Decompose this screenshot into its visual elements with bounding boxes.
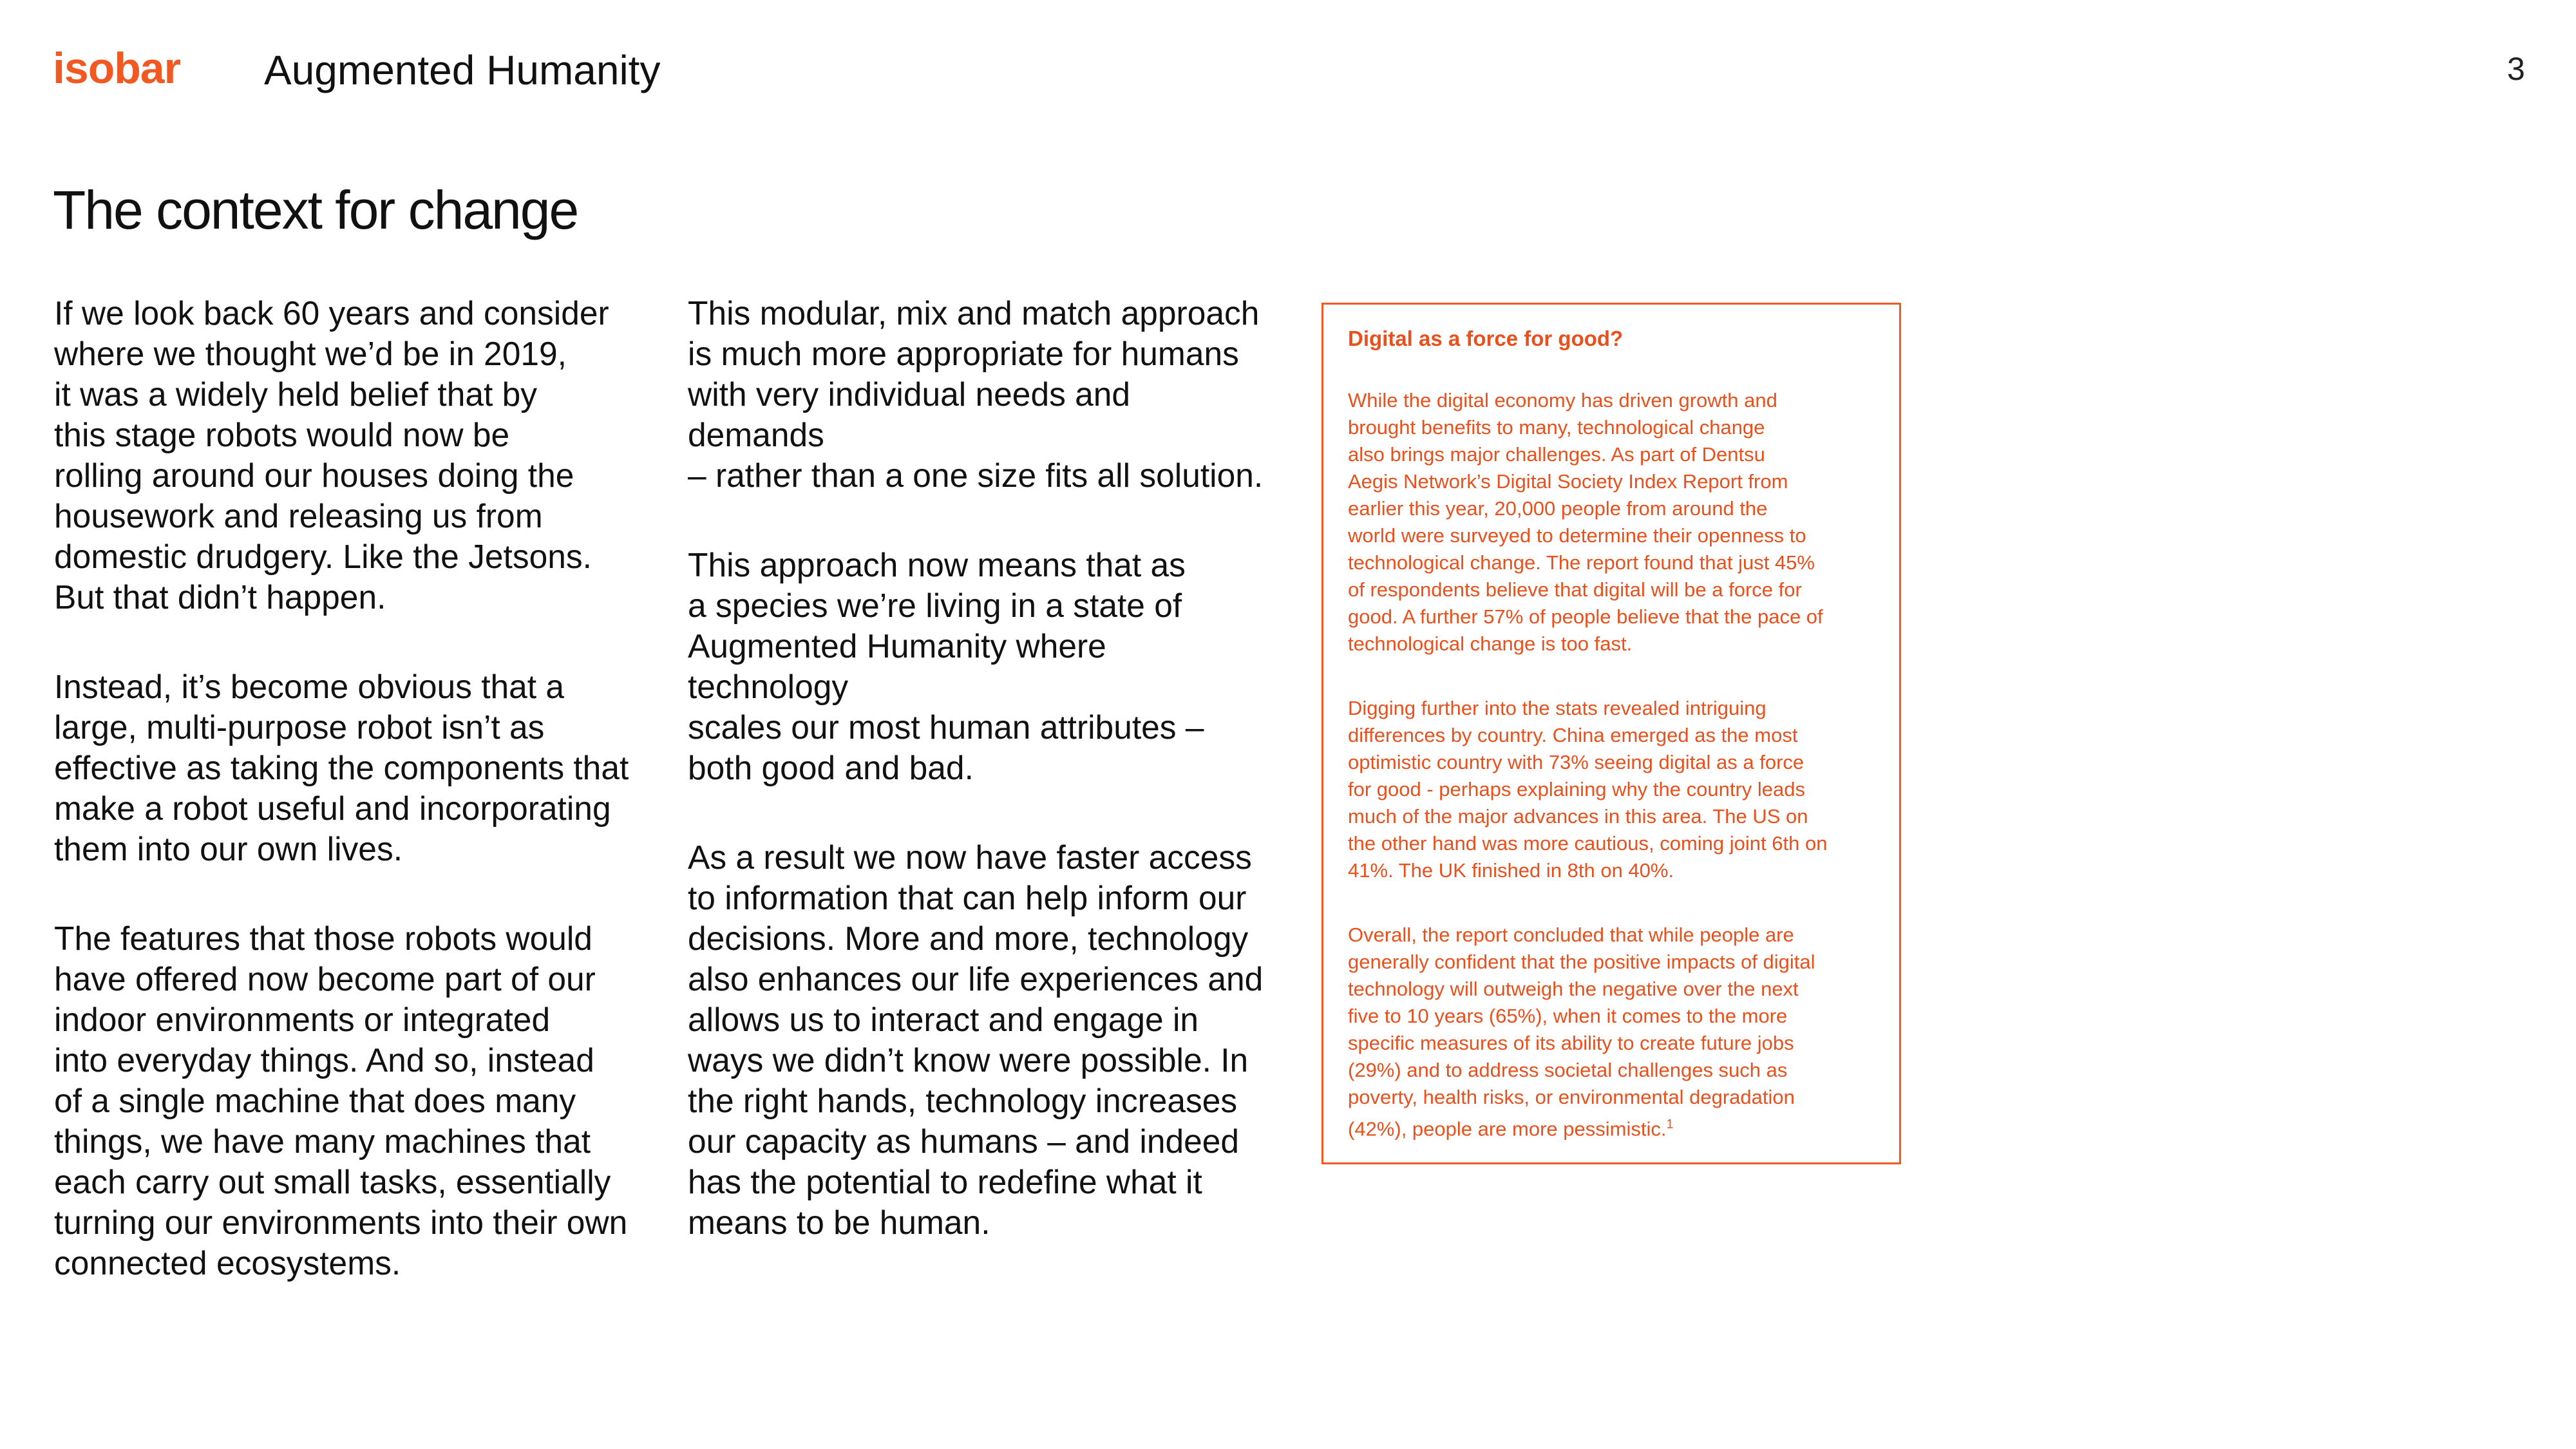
isobar-logo: isobar: [53, 44, 181, 93]
callout-paragraph: While the digital economy has driven growth and brought benefits to many, technological change also brings major challenges. As part of Dentsu Aegis Network’s Digital Society Index Report from earlier this year, 20,000 people from around the world were surveyed to determine their openness to technological change. The report found that just 45% of respondents believe that digital will be a force for good. A further 57% of people believe that the pace of technological change is too fast.: [1348, 389, 1823, 655]
paragraph: As a result we now have faster access to information that can help inform our decisions. More and more, technology also enhances our life experiences and allows us to interact and engage in ways we didn’t know were possible. In the right hands, technology increases our capacity as humans – and indeed has the potential to redefine what it means to be human.: [688, 838, 1264, 1241]
paragraph: This approach now means that as a species we’re living in a state of Augmented Humanity where technology scales our most human attributes – both good and bad.: [688, 546, 1204, 786]
callout-title: Digital as a force for good?: [1348, 327, 1624, 350]
callout-paragraph: [1348, 922, 1873, 1142]
page-number: 3: [2507, 51, 2525, 87]
paragraph: This modular, mix and match approach is much more appropriate for humans with very individual needs and demands – rather than a one size fits all solution.: [688, 294, 1264, 494]
callout-box: [1321, 303, 1901, 1164]
callout-paragraph-text: Overall, the report concluded that while people are generally confident that the positive impacts of digital technology will outweigh the negative over the next five to 10 years (65%), when it comes to the more specific measures of its ability to create future jobs (29%) and to address societal challenges such as poverty, health risks, or environmental degradation (42%), people are more pessimistic.: [1348, 923, 1815, 1141]
footnote-marker: 1: [1666, 1117, 1674, 1132]
paragraph: Instead, it’s become obvious that a large, multi-purpose robot isn’t as effective as taking the components that make a robot useful and incorporating them into our own lives.: [54, 668, 629, 867]
paragraph: The features that those robots would have offered now become part of our indoor environments or integrated into everyday things. And so, instead of a single machine that does many things, we have many machines that each carry out small tasks, essentially turning our environments into their own connected ecosystems.: [54, 920, 628, 1282]
paragraph: If we look back 60 years and consider where we thought we’d be in 2019, it was a widely held belief that by this stage robots would now be rolling around our houses doing the housework and releasing us from domestic drudgery. Like the Jetsons. But that didn’t happen.: [54, 294, 609, 616]
section-heading: The context for change: [53, 180, 578, 240]
left-text-column: [54, 293, 634, 1332]
document-title: Augmented Humanity: [264, 47, 661, 93]
middle-text-column: [688, 293, 1274, 1292]
callout-paragraph: Digging further into the stats revealed intriguing differences by country. China emerged as the most optimistic country with 73% seeing digital as a force for good - perhaps explaining why the country leads much of the major advances in this area. The US on the other hand was more cautious, coming joint 6th on 41%. The UK finished in 8th on 40%.: [1348, 697, 1828, 882]
